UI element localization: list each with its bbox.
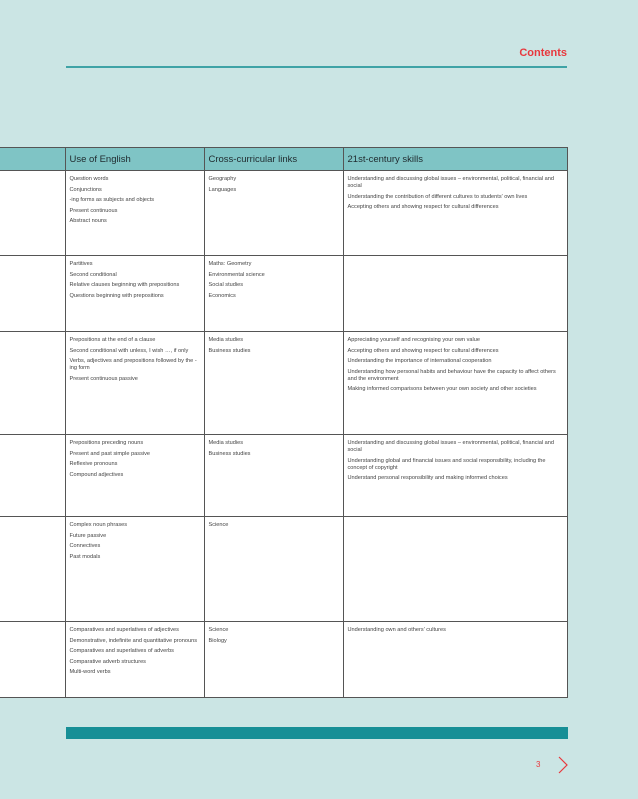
table-cell	[65, 332, 204, 435]
cell-item: Demonstrative, indefinite and quantitative pronouns	[69, 637, 197, 644]
table-cell	[343, 171, 567, 256]
contents-heading: Contents	[519, 47, 567, 59]
table-cell	[0, 622, 65, 698]
cell-item: Comparative adverb structures	[69, 658, 146, 665]
table-cell	[343, 435, 567, 517]
cell-item: Media studies	[208, 337, 244, 343]
table-cell	[343, 332, 567, 435]
cell-item: Understanding and discussing global issues – environmental, political, financial and social	[347, 176, 554, 189]
cell-item: Connectives	[69, 543, 101, 549]
cell-item: Verbs, adjectives and prepositions followed by the -ing form	[69, 358, 197, 371]
table-cell	[0, 435, 65, 517]
cell-item: Present continuous	[69, 207, 118, 214]
table-cell	[204, 517, 343, 622]
table-row	[0, 435, 567, 517]
cell-item: Understanding the contribution of different cultures to students' own lives	[347, 193, 528, 200]
cell-item: Appreciating yourself and recognising your own value	[347, 337, 480, 343]
cell-item: Present continuous passive	[69, 375, 138, 382]
cell-item: Complex noun phrases	[69, 522, 128, 528]
table-row	[0, 622, 567, 698]
column-header: Use of English	[65, 148, 204, 171]
table-cell	[204, 256, 343, 332]
cell-item: Comparatives and superlatives of adjectives	[69, 627, 179, 633]
cell-item: Understanding and discussing global issues – environmental, political, financial and social	[347, 440, 554, 453]
cell-item: Understanding the importance of international cooperation	[347, 358, 492, 364]
table-cell	[204, 622, 343, 698]
table-cell	[65, 171, 204, 256]
contents-table	[0, 147, 568, 698]
chevron-right-icon[interactable]	[554, 755, 570, 775]
column-header: Cross-curricular links	[204, 148, 343, 171]
cell-item: Past modals	[69, 553, 101, 560]
table-row	[0, 171, 567, 256]
cell-item: Business studies	[208, 347, 251, 354]
cell-item: Multi-word verbs	[69, 669, 111, 675]
table-cell	[343, 622, 567, 698]
cell-item: Languages	[208, 186, 237, 193]
cell-item: Abstract nouns	[69, 218, 107, 224]
cell-item: Media studies	[208, 440, 244, 446]
table-cell	[65, 517, 204, 622]
cell-item: Understanding how personal habits and behaviour have the capacity to affect others and the environment	[347, 368, 556, 382]
cell-item: Science	[208, 522, 229, 528]
table-cell	[343, 517, 567, 622]
cell-item: Biology	[208, 637, 227, 644]
table-cell	[65, 435, 204, 517]
table-cell	[204, 332, 343, 435]
cell-item: Geography	[208, 176, 237, 182]
table-cell	[0, 171, 65, 256]
footer-bar	[66, 727, 568, 739]
cell-item: Maths: Geometry	[208, 261, 252, 267]
cell-item: Relative clauses beginning with prepositions	[69, 282, 180, 288]
cell-item: Conjunctions	[69, 186, 102, 193]
table-cell	[0, 256, 65, 332]
cell-item: Second conditional with unless, I wish …, if only	[69, 347, 189, 354]
page-number: 3	[536, 760, 541, 769]
table-cell	[204, 435, 343, 517]
cell-item: Economics	[208, 292, 236, 299]
cell-item: Understand personal responsibility and making informed choices	[347, 475, 508, 481]
column-header: 21st-century skills	[343, 148, 567, 171]
cell-item: Making informed comparisons between your own society and other societies	[347, 386, 537, 392]
cell-item: Present and past simple passive	[69, 450, 151, 457]
column-header	[0, 148, 65, 171]
cell-item: Environmental science	[208, 271, 265, 278]
table-cell	[0, 517, 65, 622]
cell-item: Understanding own and others' cultures	[347, 627, 446, 633]
cell-item: -ing forms as subjects and objects	[69, 197, 155, 203]
cell-item: Second conditional	[69, 271, 117, 278]
table-cell	[65, 256, 204, 332]
cell-item: Comparatives and superlatives of adverbs	[69, 648, 174, 654]
table-header-row	[0, 148, 567, 171]
cell-item: Reflexive pronouns	[69, 461, 118, 467]
contents-table-wrap	[0, 147, 567, 698]
cell-item: Question words	[69, 176, 109, 182]
table-row	[0, 256, 567, 332]
table-row	[0, 517, 567, 622]
table-row	[0, 332, 567, 435]
header-rule	[66, 66, 567, 68]
cell-item: Science	[208, 627, 229, 633]
cell-item: Social studies	[208, 282, 244, 288]
table-cell	[343, 256, 567, 332]
cell-item: Understanding global and financial issues and social responsibility, including the concept of copyright	[347, 457, 546, 471]
table-cell	[0, 332, 65, 435]
cell-item: Questions beginning with prepositions	[69, 292, 164, 299]
cell-item: Business studies	[208, 450, 251, 457]
cell-item: Accepting others and showing respect for cultural differences	[347, 204, 499, 210]
cell-item: Partitives	[69, 261, 93, 267]
cell-item: Compound adjectives	[69, 471, 124, 478]
cell-item: Future passive	[69, 532, 107, 539]
cell-item: Accepting others and showing respect for cultural differences	[347, 347, 499, 354]
table-cell	[204, 171, 343, 256]
cell-item: Prepositions preceding nouns	[69, 440, 144, 446]
cell-item: Prepositions at the end of a clause	[69, 337, 156, 343]
table-cell	[65, 622, 204, 698]
